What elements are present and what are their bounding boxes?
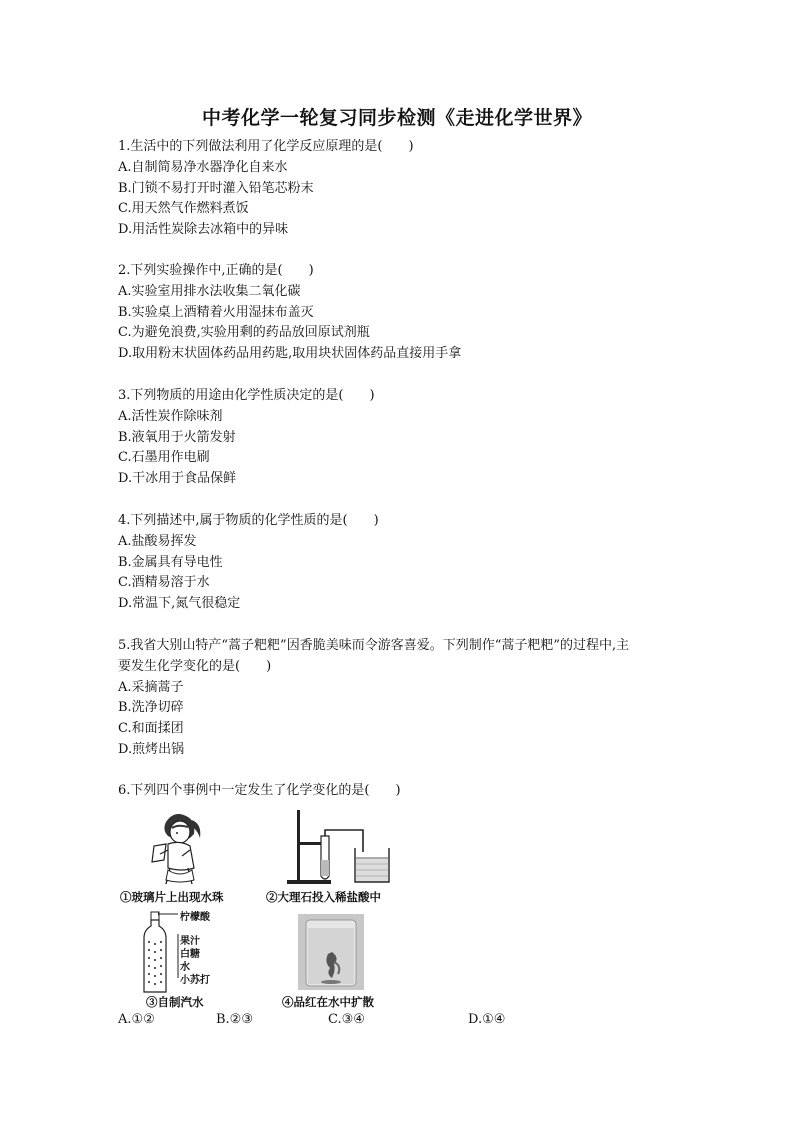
option-b: B.门锁不易打开时灌入铅笔芯粉末 (118, 180, 314, 196)
option-d: D.常温下,氮气很稳定 (118, 596, 241, 612)
option-b: B.②③ (216, 1012, 253, 1027)
bottle-label-water: 水 (180, 962, 190, 973)
option-d: D.干冰用于食品保鲜 (118, 471, 237, 487)
reaction-apparatus-figure (283, 806, 403, 886)
option-a: A.盐酸易挥发 (118, 533, 197, 549)
question-stem-line1: 5.我省大别山特产“蒿子粑粑”因香脆美味而令游客喜爱。下列制作“蒿子粑粑”的过程中,主 (118, 638, 630, 653)
option-d: D.取用粉末状固体药品用药匙,取用块状固体药品直接用手拿 (118, 346, 462, 362)
figure-4-caption: ④品红在水中扩散 (282, 995, 374, 1009)
option-d: D.用活性炭除去冰箱中的异味 (118, 222, 289, 238)
question-3 (118, 386, 708, 490)
page-title: 中考化学一轮复习同步检测《走进化学世界》 (201, 107, 592, 129)
option-a: A.实验室用排水法收集二氧化碳 (118, 283, 301, 299)
question-2 (118, 261, 708, 365)
option-a: A.①② (118, 1012, 155, 1027)
bottle-label-sugar: 白糖 (180, 949, 200, 960)
question-6-options (118, 1012, 638, 1032)
question-stem: 3.下列物质的用途由化学性质决定的是( ) (118, 388, 375, 403)
bottle-label-baking-soda: 小苏打 (180, 975, 210, 986)
bottle-top-label: 柠檬酸 (180, 912, 210, 923)
question-stem: 1.生活中的下列做法利用了化学反应原理的是( ) (118, 139, 414, 154)
question-stem: 4.下列描述中,属于物质的化学性质的是( ) (118, 513, 379, 528)
option-c: C.③④ (328, 1012, 365, 1027)
option-a: A.自制简易净水器净化自来水 (118, 159, 288, 175)
option-d: D.①④ (468, 1012, 506, 1027)
option-c: C.用天然气作燃料煮饭 (118, 201, 249, 217)
girl-breathing-on-glass-figure (138, 808, 218, 886)
option-a: A.采摘蒿子 (118, 679, 184, 695)
question-stem: 2.下列实验操作中,正确的是( ) (118, 263, 314, 278)
option-a: A.活性炭作除味剂 (118, 408, 223, 424)
question-5 (118, 636, 708, 761)
dye-diffusion-figure (298, 914, 364, 990)
bottle-label-juice: 果汁 (180, 936, 200, 947)
question-stem: 6.下列四个事例中一定发生了化学变化的是( ) (118, 783, 401, 798)
option-c: C.酒精易溶于水 (118, 575, 210, 591)
option-c: C.石墨用作电刷 (118, 450, 210, 466)
question-4 (118, 511, 708, 615)
question-6-figures (118, 806, 518, 1011)
option-b: B.实验桌上酒精着火用湿抹布盖灭 (118, 304, 314, 320)
option-c: C.为避免浪费,实验用剩的药品放回原试剂瓶 (118, 325, 370, 341)
option-b: B.洗净切碎 (118, 700, 184, 716)
option-c: C.和面揉团 (118, 721, 184, 737)
question-1 (118, 137, 708, 241)
question-stem-line2: 要发生化学变化的是( ) (118, 658, 272, 674)
figure-3-caption: ③自制汽水 (146, 995, 204, 1009)
figure-1-caption: ①玻璃片上出现水珠 (120, 890, 224, 904)
figure-2-caption: ②大理石投入稀盐酸中 (266, 890, 381, 904)
question-6 (118, 781, 708, 802)
option-d: D.煎烤出锅 (118, 741, 185, 757)
option-b: B.液氧用于火箭发射 (118, 429, 236, 445)
option-b: B.金属具有导电性 (118, 554, 223, 570)
